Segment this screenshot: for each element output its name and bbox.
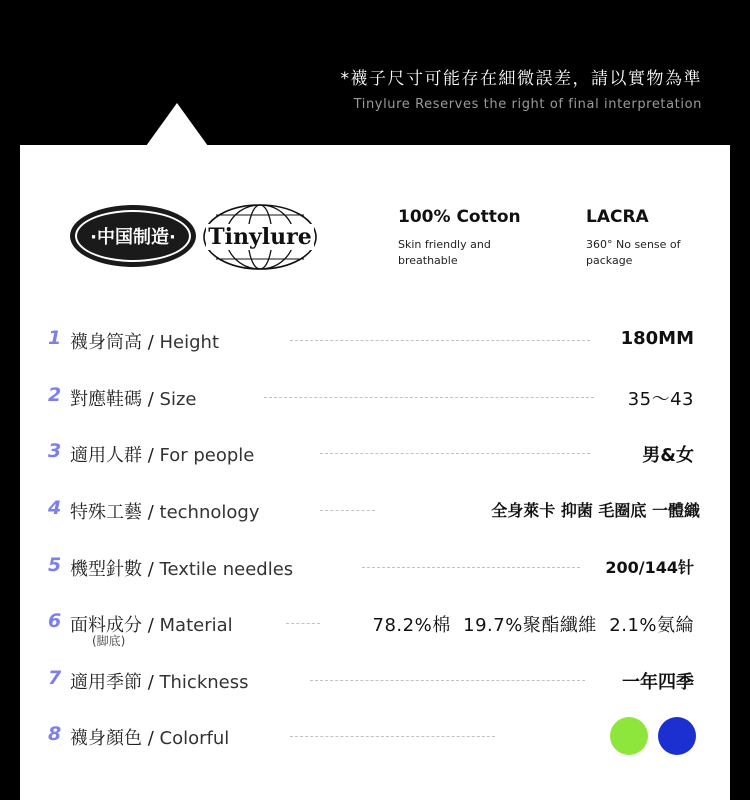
tinylure-wordmark: Tinylure (206, 224, 314, 250)
made-in-china-label: ·中国制造· (90, 227, 176, 248)
spec-value: 全身萊卡 抑菌 毛圈底 一體織 (491, 501, 700, 520)
dashed-leader (320, 510, 375, 511)
spec-row-material (20, 608, 730, 648)
spec-sublabel: (脚底) (92, 634, 126, 648)
dashed-leader (290, 340, 590, 341)
feature-title: LACRA (586, 207, 649, 227)
spec-value: 35～43 (627, 389, 694, 410)
spec-label: 機型針數 / Textile needles (70, 559, 294, 580)
spec-row-people (20, 438, 730, 468)
spec-row-height (20, 325, 730, 355)
feature-desc: Skin friendly and breathable (398, 238, 491, 267)
disclaimer-zh: *襪子尺寸可能存在細微誤差，請以實物為準 (340, 69, 702, 89)
tinylure-logo (202, 203, 318, 271)
spec-row-size (20, 382, 730, 412)
feature-title: 100% Cotton (398, 207, 521, 227)
spec-card (20, 145, 730, 800)
spec-row-needles (20, 552, 730, 582)
spec-number: 1 (48, 327, 62, 349)
spec-row-technology (20, 495, 730, 525)
spec-number: 7 (48, 667, 62, 689)
dashed-leader (320, 453, 590, 454)
spec-label: 襪身筒高 / Height (70, 332, 220, 353)
spec-value: 78.2%棉 19.7%聚酯纖維 2.1%氨綸 (372, 615, 694, 636)
feature-desc: 360° No sense of package (586, 238, 681, 267)
dashed-leader (286, 623, 320, 624)
spec-row-season (20, 665, 730, 695)
spec-number: 8 (48, 723, 62, 745)
made-in-china-badge (70, 205, 196, 267)
disclaimer (202, 64, 702, 112)
spec-row-colors (20, 721, 730, 751)
spec-label: 襪身顏色 / Colorful (70, 728, 230, 749)
spec-number: 6 (48, 610, 62, 632)
dashed-leader (264, 397, 594, 398)
disclaimer-en: Tinylure Reserves the right of final interpretation (353, 97, 702, 112)
spec-value: 一年四季 (622, 672, 694, 693)
spec-label: 適用季節 / Thickness (70, 672, 249, 693)
spec-label: 特殊工藝 / technology (70, 502, 260, 523)
feature-cotton (398, 207, 528, 269)
spec-label: 對應鞋碼 / Size (70, 389, 197, 410)
feature-lacra (586, 207, 716, 269)
spec-label: 面料成分 / Material (70, 615, 233, 636)
speech-pointer (146, 103, 208, 146)
spec-number: 3 (48, 440, 62, 462)
spec-value: 180MM (620, 328, 694, 349)
spec-value: 男&女 (642, 445, 694, 466)
spec-label: 適用人群 / For people (70, 445, 255, 466)
dashed-leader (290, 736, 495, 737)
color-swatch-blue[interactable] (658, 717, 696, 755)
spec-number: 2 (48, 384, 62, 406)
spec-number: 5 (48, 554, 62, 576)
dashed-leader (362, 567, 580, 568)
color-swatch-green[interactable] (610, 717, 648, 755)
dashed-leader (310, 680, 585, 681)
spec-value: 200/144针 (605, 558, 694, 577)
spec-number: 4 (48, 497, 62, 519)
